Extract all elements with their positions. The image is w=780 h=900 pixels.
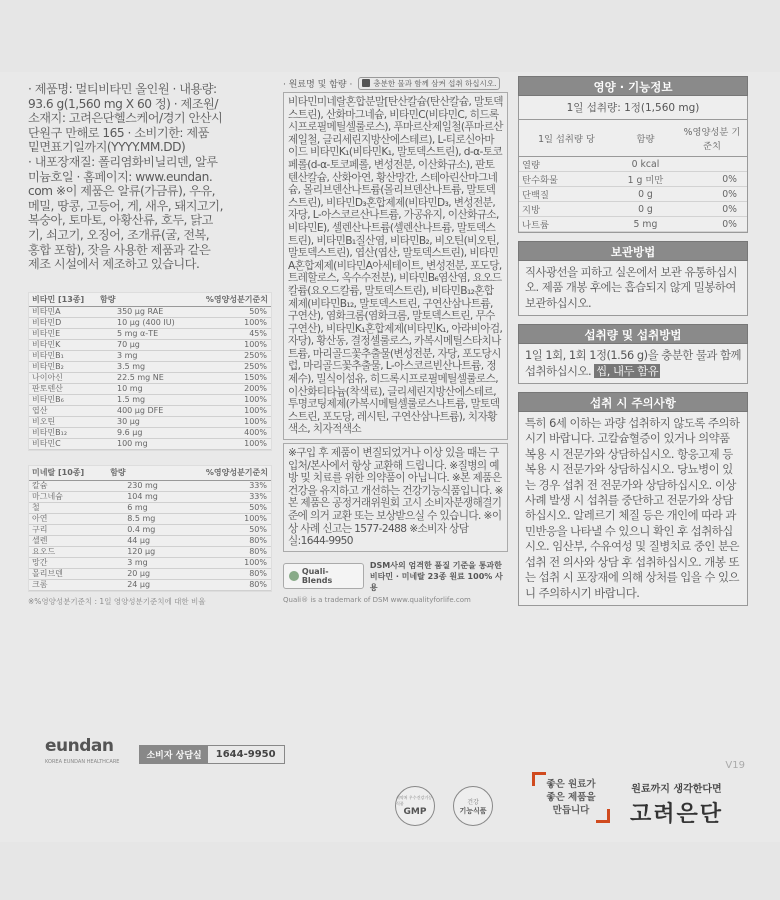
dosage-highlight: 씹, 내두 함유	[596, 363, 659, 378]
vitamins-cell: 비타민B₁	[29, 351, 97, 362]
minerals-cell: 80%	[179, 535, 271, 546]
minerals-cell: 120 μg	[107, 546, 179, 557]
nutrition-section	[518, 76, 748, 233]
table-row	[29, 439, 271, 450]
vitamins-cell: 100%	[191, 417, 271, 428]
minerals-header-cell: 함량	[107, 466, 179, 480]
table-row	[29, 395, 271, 406]
nutrition-cell: 0%	[677, 187, 747, 202]
minerals-cell: 33%	[179, 491, 271, 502]
certification-seals	[395, 786, 493, 826]
vitamins-cell: 비타민D	[29, 318, 97, 329]
table-row	[29, 362, 271, 373]
dosage-title: 섭취량 및 섭취방법	[518, 324, 748, 344]
dsm-text	[370, 560, 508, 593]
table-row	[29, 557, 271, 568]
nutrition-title: 영양 · 기능정보	[518, 76, 748, 96]
vitamins-cell: 100%	[191, 395, 271, 406]
table-row	[519, 217, 747, 232]
dsm-line-2: 비타민 · 미네랄 23종 원료 100% 사용	[369, 571, 503, 592]
right-column	[518, 76, 748, 614]
middle-column	[283, 74, 508, 604]
brand-name: 고려은단	[630, 802, 724, 827]
minerals-cell: 50%	[179, 524, 271, 535]
vitamins-cell: 400 μg DFE	[97, 406, 191, 417]
minerals-cell: 80%	[179, 546, 271, 557]
nutrition-cell: 나트륨	[519, 217, 614, 232]
minerals-cell: 셀렌	[29, 535, 107, 546]
health-seal-text: 기능식품	[459, 806, 487, 815]
minerals-cell: 망간	[29, 557, 107, 568]
table-row	[29, 579, 271, 590]
table-row	[29, 417, 271, 428]
minerals-cell: 0.4 mg	[107, 524, 179, 535]
dsm-trademark: Quali® is a trademark of DSM www.qualityforlife.com	[283, 595, 471, 604]
vitamins-cell: 비타민E	[29, 329, 97, 340]
vitamins-cell: 3.5 mg	[97, 362, 191, 373]
nutrition-cell: 0 g	[614, 187, 677, 202]
version-code: V19	[725, 760, 745, 771]
nutrition-header-cell: 1일 섭취량 당	[519, 120, 614, 157]
minerals-cell: 6 mg	[107, 502, 179, 513]
minerals-cell: 33%	[179, 480, 271, 491]
table-row	[29, 480, 271, 491]
minerals-cell: 80%	[179, 579, 271, 590]
storage-text: 직사광선을 피하고 실온에서 보관 유통하십시오. 제품 개봉 후에는 흡습되지 않게 밀봉하여 보관하십시오.	[518, 261, 748, 316]
nutrition-cell: 0 kcal	[614, 157, 677, 172]
vitamins-cell: 50%	[191, 307, 271, 318]
product-info	[28, 82, 272, 272]
vitamins-cell: 비오틴	[29, 417, 97, 428]
dsm-line-1: DSM사의 엄격한 품질 기준을 통과한	[369, 560, 502, 570]
table-row	[29, 384, 271, 395]
nutrition-header-cell: 함량	[614, 120, 677, 157]
vitamins-cell: 250%	[191, 351, 271, 362]
minerals-cell: 칼슘	[29, 480, 107, 491]
nutrition-cell: 0%	[677, 202, 747, 217]
caution-title: 섭취 시 주의사항	[518, 392, 748, 412]
eundan-logo	[45, 738, 119, 770]
vitamins-cell: 100%	[191, 439, 271, 450]
slogan-box	[536, 778, 606, 817]
vitamins-header-cell: 비타민 [13종]	[29, 293, 97, 307]
minerals-header-cell: %영양성분기준치	[179, 466, 271, 480]
vitamin-table	[29, 293, 271, 451]
vitamins-cell: 250%	[191, 362, 271, 373]
vitamins-cell: 22.5 mg NE	[97, 373, 191, 384]
minerals-cell: 50%	[179, 502, 271, 513]
table-row	[29, 351, 271, 362]
product-info-line: 미늄호일 · 홈페이지: www.eundan.	[28, 169, 213, 184]
brand-bar	[45, 738, 285, 770]
table-row	[29, 329, 271, 340]
table-row	[29, 568, 271, 579]
vitamins-cell: 비타민B₂	[29, 362, 97, 373]
minerals-cell: 3 mg	[107, 557, 179, 568]
dosage-body	[518, 344, 748, 384]
minerals-cell: 8.5 mg	[107, 513, 179, 524]
caution-section	[518, 392, 748, 606]
ingredients-title: · 원료명 및 함량 ·	[283, 79, 353, 90]
product-info-line: 복숭아, 토마토, 아황산류, 호두, 닭고	[28, 213, 213, 228]
minerals-cell: 104 mg	[107, 491, 179, 502]
minerals-cell: 아연	[29, 513, 107, 524]
brand-tagline: 원료까지 생각한다면	[631, 784, 722, 795]
eundan-wordmark: eundan	[45, 736, 114, 756]
vitamins-cell: 10 mg	[97, 384, 191, 395]
nutrition-facts-table	[519, 120, 747, 232]
brand-signature	[630, 780, 723, 828]
nutrition-cell: 0%	[677, 172, 747, 187]
vitamins-cell: 1.5 mg	[97, 395, 191, 406]
health-seal-top: 건강	[467, 798, 479, 806]
nutrition-cell: 0 g	[614, 202, 677, 217]
vitamins-cell: 100%	[191, 406, 271, 417]
ingredients-text: 비타민미네랄혼합분말[탄산칼슘(탄산칼슘, 말토덱스트린), 산화마그네슘, 비타민C(비타민C, 히드록시프로필메틸셀룰로스), 푸마르산제일철(푸마르산제일철, 글리세린지방산에스테르), L-티로신아마이드 비타민K₁(비타민K₁, 말토덱스트린), d-α-토코페롤(d-α-토코페롤, 변성전분, 이산화규소), 판토텐산칼슘, 산화아연, 황산망간, 스테아린산마그네슘, 몰리브덴산나트륨(몰리브덴산나트륨, 말토덱스트린), 비타민D₃혼합제제(비타민D₃, 변성전분, 자당, L-아스코르산나트륨, 가공유지, 이산화규소, 비타민E), 셀렌산나트륨(셀렌산나트륨, 말토덱스트린), 비타민B₁질산염, 비타민B₂, 비오틴(비오틴, 말토덱스트린), 엽산(엽산, 말토덱스트린), 비타민A혼합제제(비타민A아세테이트, 변성전분, 포도당, 트레할로스, 옥수수전분), 비타민B₆염산염, 요오드칼륨(요오드칼륨, 말토덱스트린), 비타민B₁₂혼합제제(비타민B₁₂, 말토덱스트린, 구연산삼나트륨, 구연산), 염화크롬(염화크롬, 말토덱스트린, 무수구연산), 비타민K₁혼합제제(비타민K₁, 아라비아검, 자당), 황산동, 결정셀룰로스, 카복시메틸스타치나트륨, 마리골드꽃추출물(변성전분, 자당, 포도당시럽, 마리골드꽃추출물, L-아스코르빈산나트륨, 정제수), 밀식이섬유, 히드록시프로필메틸셀룰로스, 이산화티타늄(착색료), 글리세린지방산에스테르, 투명코팅제제(카복시메틸셀룰로스나트륨, 말토덱스트린, 포도당, 레시틴, 구연산삼나트륨), 치자황색소, 치자적색소	[283, 92, 508, 440]
vitamins-cell: 비타민B₁₂	[29, 428, 97, 439]
hotline-label: 소비자 상담실	[140, 746, 207, 763]
table-row	[29, 406, 271, 417]
table-row	[29, 491, 271, 502]
minerals-cell: 구리	[29, 524, 107, 535]
mineral-table-box	[28, 465, 272, 592]
vitamins-cell: 350 μg RAE	[97, 307, 191, 318]
gmp-seal-top: 식약처 우수건강기능식품	[396, 795, 433, 806]
vitamins-header-cell: 함량	[97, 293, 191, 307]
vitamins-cell: 10 μg (400 IU)	[97, 318, 191, 329]
table-row	[29, 546, 271, 557]
vitamins-cell: 30 μg	[97, 417, 191, 428]
minerals-cell: 230 mg	[107, 480, 179, 491]
vitamins-cell: 나이아신	[29, 373, 97, 384]
product-info-line: 홍합 포함), 잣을 사용한 제품과 같은	[28, 242, 211, 257]
storage-title: 보관방법	[518, 241, 748, 261]
dosage-text: 1일 1회, 1회 1정(1.56 g)을 충분한 물과 함께 섭취하십시오.	[525, 348, 741, 378]
slogan-line-1: 좋은 원료가	[546, 779, 596, 790]
consumer-hotline	[139, 745, 284, 764]
vitamins-cell: 비타민C	[29, 439, 97, 450]
minerals-cell: 24 μg	[107, 579, 179, 590]
product-info-line: com ※이 제품은 알류(가금류), 우유,	[28, 184, 215, 199]
storage-section	[518, 241, 748, 316]
table-row	[29, 513, 271, 524]
table-row	[29, 373, 271, 384]
quali-blends-logo	[283, 563, 364, 589]
quali-logo-icon	[289, 571, 299, 581]
product-info-line: 93.6 g(1,560 mg X 60 정) · 제조원/	[28, 96, 218, 111]
table-row	[29, 535, 271, 546]
hotline-number: 1644-9950	[215, 748, 276, 760]
vitamins-header-cell: %영양성분기준치	[191, 293, 271, 307]
vitamins-cell: 5 mg α-TE	[97, 329, 191, 340]
minerals-cell: 몰리브덴	[29, 568, 107, 579]
dsm-quality-block	[283, 560, 508, 593]
vitamins-cell: 비타민A	[29, 307, 97, 318]
vitamins-cell: 45%	[191, 329, 271, 340]
notice-text: ※구입 후 제품이 변질되었거나 이상 있을 때는 구입처/본사에서 항상 교환해 드립니다. ※질병의 예방 및 치료를 위한 의약품이 아닙니다. ※본 제품은 건강을 유지하고 개선하는 건강기능식품입니다. ※본 제품은 공정거래위원회 고시 소비자분쟁해결기준에 의거 교환 또는 보상받으실 수 있습니다. ※이상 사례 신고는 1577-2488 ※소비자 상담실:1644-9950	[283, 443, 508, 552]
table-row	[519, 172, 747, 187]
minerals-cell: 100%	[179, 557, 271, 568]
table-row	[519, 157, 747, 172]
nutrition-cell: 탄수화물	[519, 172, 614, 187]
nutrition-cell: 단백질	[519, 187, 614, 202]
product-info-line: · 제품명: 멀티비타민 올인원 · 내용량:	[28, 82, 217, 96]
table-row	[29, 318, 271, 329]
minerals-header-cell: 미네랄 [10종]	[29, 466, 107, 480]
serving-size: 1일 섭취량: 1정(1,560 mg)	[519, 96, 747, 120]
vitamins-cell: 100%	[191, 318, 271, 329]
product-info-line: 소재지: 고려은단헬스케어/경기 안산시	[28, 111, 223, 126]
cup-icon	[362, 79, 370, 87]
nutrition-cell: 5 mg	[614, 217, 677, 232]
minerals-cell: 100%	[179, 513, 271, 524]
vitamins-cell: 200%	[191, 384, 271, 395]
table-row	[29, 307, 271, 318]
nutrition-cell: 1 g 미만	[614, 172, 677, 187]
vitamins-cell: 100 mg	[97, 439, 191, 450]
slogan-line-3: 만듭니다	[552, 805, 590, 816]
vitamins-cell: 판토텐산	[29, 384, 97, 395]
product-info-line: · 내포장재질: 폴리염화비닐리덴, 알루	[28, 154, 218, 169]
vitamins-cell: 3 mg	[97, 351, 191, 362]
nutrition-header-cell: %영양성분 기준치	[677, 120, 747, 157]
vitamins-cell: 비타민K	[29, 340, 97, 351]
vitamins-cell: 400%	[191, 428, 271, 439]
product-info-line: 기, 쇠고기, 오징어, 조개류(굴, 전복,	[28, 227, 210, 242]
table-row	[519, 187, 747, 202]
product-info-line: 단원구 만해로 165 · 소비기한: 제품	[28, 125, 209, 140]
quali-blends-label: Quali-Blends	[301, 567, 333, 586]
table-row	[29, 428, 271, 439]
vitamin-table-box	[28, 292, 272, 452]
ingredients-header	[283, 74, 508, 92]
vitamins-cell: 70 μg	[97, 340, 191, 351]
table-row	[29, 340, 271, 351]
left-column	[28, 82, 272, 607]
minerals-cell: 80%	[179, 568, 271, 579]
corner-top-left-icon	[532, 772, 546, 786]
vitamins-cell: 9.6 μg	[97, 428, 191, 439]
minerals-cell: 44 μg	[107, 535, 179, 546]
minerals-cell: 철	[29, 502, 107, 513]
health-food-seal-icon	[453, 786, 493, 826]
minerals-cell: 크롬	[29, 579, 107, 590]
minerals-cell: 마그네슘	[29, 491, 107, 502]
dosage-section	[518, 324, 748, 384]
mineral-table	[29, 466, 271, 591]
vitamins-cell: 100%	[191, 340, 271, 351]
swallow-note	[358, 77, 500, 90]
percent-footnote: ※%영양성분기준치 : 1일 영양성분기준치에 대한 비율	[28, 596, 206, 606]
caution-text: 특히 6세 이하는 과량 섭취하지 않도록 주의하시기 바랍니다. 고칼슘혈증이 있거나 의약품 복용 시 전문가와 상담하십시오. 항응고제 등 복용 시 전문가와 상담하십시오. 당뇨병이 있는 경우 섭취 전 전문가와 상담하십시오. 이상 사례 발생 시 섭취를 중단하고 전문가와 상담하십시오. 알레르기 체질 등은 개인에 따라 과민반응을 나타낼 수 있으니 확인 후 섭취하십시오. 임산부, 수유여성 및 질병치료 중인 분은 섭취 전 의사와 상담 후 섭취하십시오. 개봉 또는 섭취 시 포장재에 의해 상처를 입을 수 있으니 주의하시기 바랍니다.	[518, 412, 748, 606]
swallow-note-text: 충분한 물과 함께 삼켜 섭취 하십시오.	[373, 78, 497, 88]
vitamins-cell: 엽산	[29, 406, 97, 417]
vitamins-cell: 150%	[191, 373, 271, 384]
minerals-cell: 요오드	[29, 546, 107, 557]
gmp-seal-text: GMP	[403, 807, 427, 817]
product-info-line: 제조 시설에서 제조하고 있습니다.	[28, 257, 200, 272]
nutrition-cell: 0%	[677, 217, 747, 232]
nutrition-box	[518, 96, 748, 233]
gmp-seal-icon	[395, 786, 435, 826]
product-info-line: 메밀, 땅콩, 고등어, 게, 새우, 돼지고기,	[28, 198, 223, 213]
eundan-subtitle: KOREA EUNDAN HEALTHCARE	[45, 759, 120, 765]
vitamins-cell: 비타민B₆	[29, 395, 97, 406]
table-row	[519, 202, 747, 217]
table-row	[29, 524, 271, 535]
nutrition-cell	[677, 157, 747, 172]
table-row	[29, 502, 271, 513]
minerals-cell: 20 μg	[107, 568, 179, 579]
corner-bottom-right-icon	[596, 809, 610, 823]
slogan-line-2: 좋은 제품을	[546, 792, 596, 803]
nutrition-cell: 열량	[519, 157, 614, 172]
product-info-line: 밑면표기일까지(YYYY.MM.DD)	[28, 140, 186, 155]
nutrition-cell: 지방	[519, 202, 614, 217]
